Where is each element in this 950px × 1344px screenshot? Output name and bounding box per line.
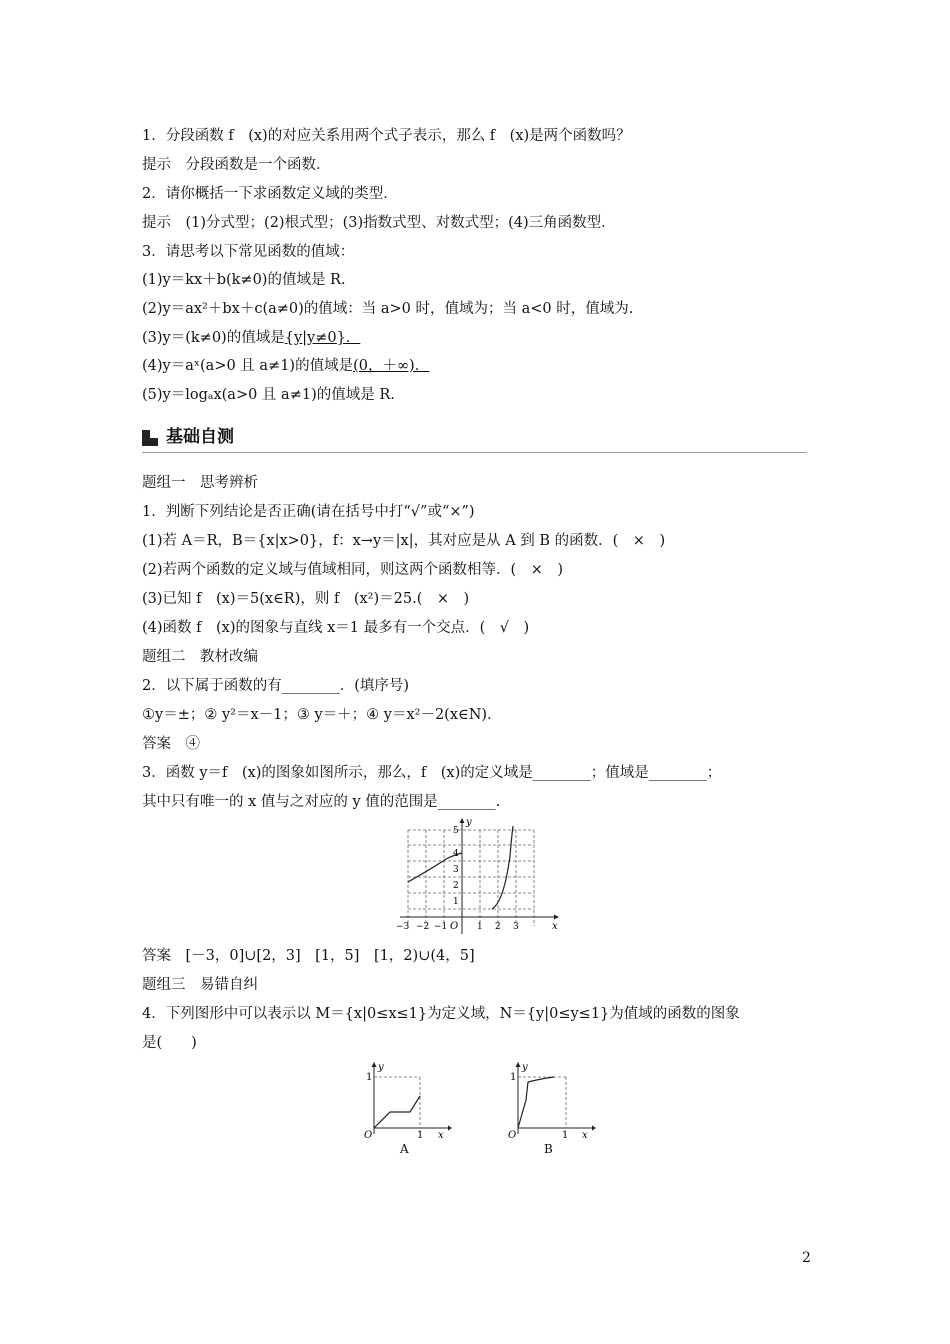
graph1-xtick: −1 <box>434 922 448 932</box>
graph1-xtick: −2 <box>416 922 430 932</box>
range-item-4 <box>142 356 429 376</box>
graphB-tick-x: 1 <box>562 1130 569 1140</box>
range-item-5: (5)y＝logₐx(a>0 且 a≠1)的值域是 R. <box>142 387 395 403</box>
graphB-y-label: y <box>522 1062 528 1073</box>
graph1-ytick: 4 <box>453 849 459 859</box>
range-item-4-answer: (0，＋∞)． <box>353 358 430 374</box>
range-item-3-answer: {y|y≠0}． <box>284 330 361 346</box>
graphB-tick-y: 1 <box>510 1072 517 1083</box>
function-graph <box>392 816 564 936</box>
graph1-ytick: 1 <box>453 897 459 907</box>
range-item-2: (2)y＝ax²＋bx＋c(a≠0)的值域：当 a>0 时，值域为；当 a<0 时，值域为. <box>142 301 634 317</box>
exercise-1-item-3: (3)已知 f (x)＝5(x∈R)，则 f (x²)＝25.( × ) <box>142 591 470 607</box>
option-b-label: B <box>544 1142 553 1156</box>
option-a-graph <box>352 1060 452 1140</box>
group-1-title: 题组一 思考辨析 <box>142 475 258 491</box>
section-title: 基础自测 <box>166 427 234 447</box>
graphA-tick-x: 1 <box>417 1130 424 1140</box>
range-item-1: (1)y＝kx＋b(k≠0)的值域是 R. <box>142 272 346 288</box>
graph1-xtick: −3 <box>396 922 410 932</box>
range-item-3 <box>142 328 360 348</box>
option-b-graph <box>496 1060 596 1140</box>
question-1: 1．分段函数 f (x)的对应关系用两个式子表示，那么 f (x)是两个函数吗？ <box>142 128 631 144</box>
exercise-1-item-2: (2)若两个函数的定义域与值域相同，则这两个函数相等．( × ) <box>142 562 564 578</box>
graphA-tick-y: 1 <box>366 1072 373 1083</box>
graph1-ytick: 2 <box>453 881 459 891</box>
graphA-origin: O <box>364 1130 373 1140</box>
question-2: 2．请你概括一下求函数定义域的类型． <box>142 186 398 202</box>
exercise-3: 3．函数 y＝f (x)的图象如图所示，那么，f (x)的定义域是________；值域是________； <box>142 765 722 781</box>
graph1-ytick: 3 <box>453 865 459 875</box>
graphB-x-label: x <box>582 1130 588 1140</box>
exercise-1-item-1: (1)若 A＝R，B＝{x|x>0}，f：x→y＝|x|，其对应是从 A 到 B 的函数．( × ) <box>142 533 666 549</box>
exercise-2-answer: 答案 ④ <box>142 736 200 752</box>
group-3-title: 题组三 易错自纠 <box>142 977 258 993</box>
exercise-4-cont: 是( ) <box>142 1035 197 1051</box>
graphB-origin: O <box>508 1130 517 1140</box>
exercise-3-cont: 其中只有唯一的 x 值与之对应的 y 值的范围是________. <box>142 794 501 810</box>
group-2-title: 题组二 教材改编 <box>142 649 258 665</box>
exercise-3-answer: 答案 [－3，0]∪[2，3] [1，5] [1，2)∪(4，5] <box>142 948 475 964</box>
graph1-xtick: 2 <box>495 922 501 932</box>
graphA-y-label: y <box>378 1062 384 1073</box>
page-number: 2 <box>802 1250 811 1266</box>
graph1-x-label: x <box>552 921 558 932</box>
exercise-1-item-4: (4)函数 f (x)的图象与直线 x＝1 最多有一个交点．( √ ) <box>142 620 530 636</box>
exercise-2: 2．以下属于函数的有________．(填序号) <box>142 678 410 694</box>
range-item-4-text: (4)y＝aˣ(a>0 且 a≠1)的值域是 <box>142 358 354 374</box>
graph1-ytick: 5 <box>453 826 459 836</box>
graph1-xtick: 1 <box>477 922 483 932</box>
option-a-label: A <box>400 1142 409 1156</box>
hint-1: 提示 分段函数是一个函数． <box>142 157 331 173</box>
graph1-y-label: y <box>466 817 472 828</box>
section-divider <box>142 452 807 453</box>
graph1-origin: O <box>450 921 459 932</box>
section-header <box>142 426 807 454</box>
graph1-xtick: 3 <box>513 922 519 932</box>
graphA-x-label: x <box>438 1130 444 1140</box>
range-item-3-text: (3)y＝(k≠0)的值域是 <box>142 330 285 346</box>
hint-2: 提示 (1)分式型；(2)根式型；(3)指数式型、对数式型；(4)三角函数型． <box>142 215 616 231</box>
exercise-1: 1．判断下列结论是否正确(请在括号中打“√”或“×”) <box>142 504 475 520</box>
exercise-2-options: ①y＝±；② y²＝x－1；③ y＝＋；④ y＝x²－2(x∈N)． <box>142 707 502 723</box>
question-3: 3．请思考以下常见函数的值域： <box>142 244 355 260</box>
exercise-4: 4．下列图形中可以表示以 M＝{x|0≤x≤1}为定义域，N＝{y|0≤y≤1}为值域的函数的图象 <box>142 1006 740 1022</box>
